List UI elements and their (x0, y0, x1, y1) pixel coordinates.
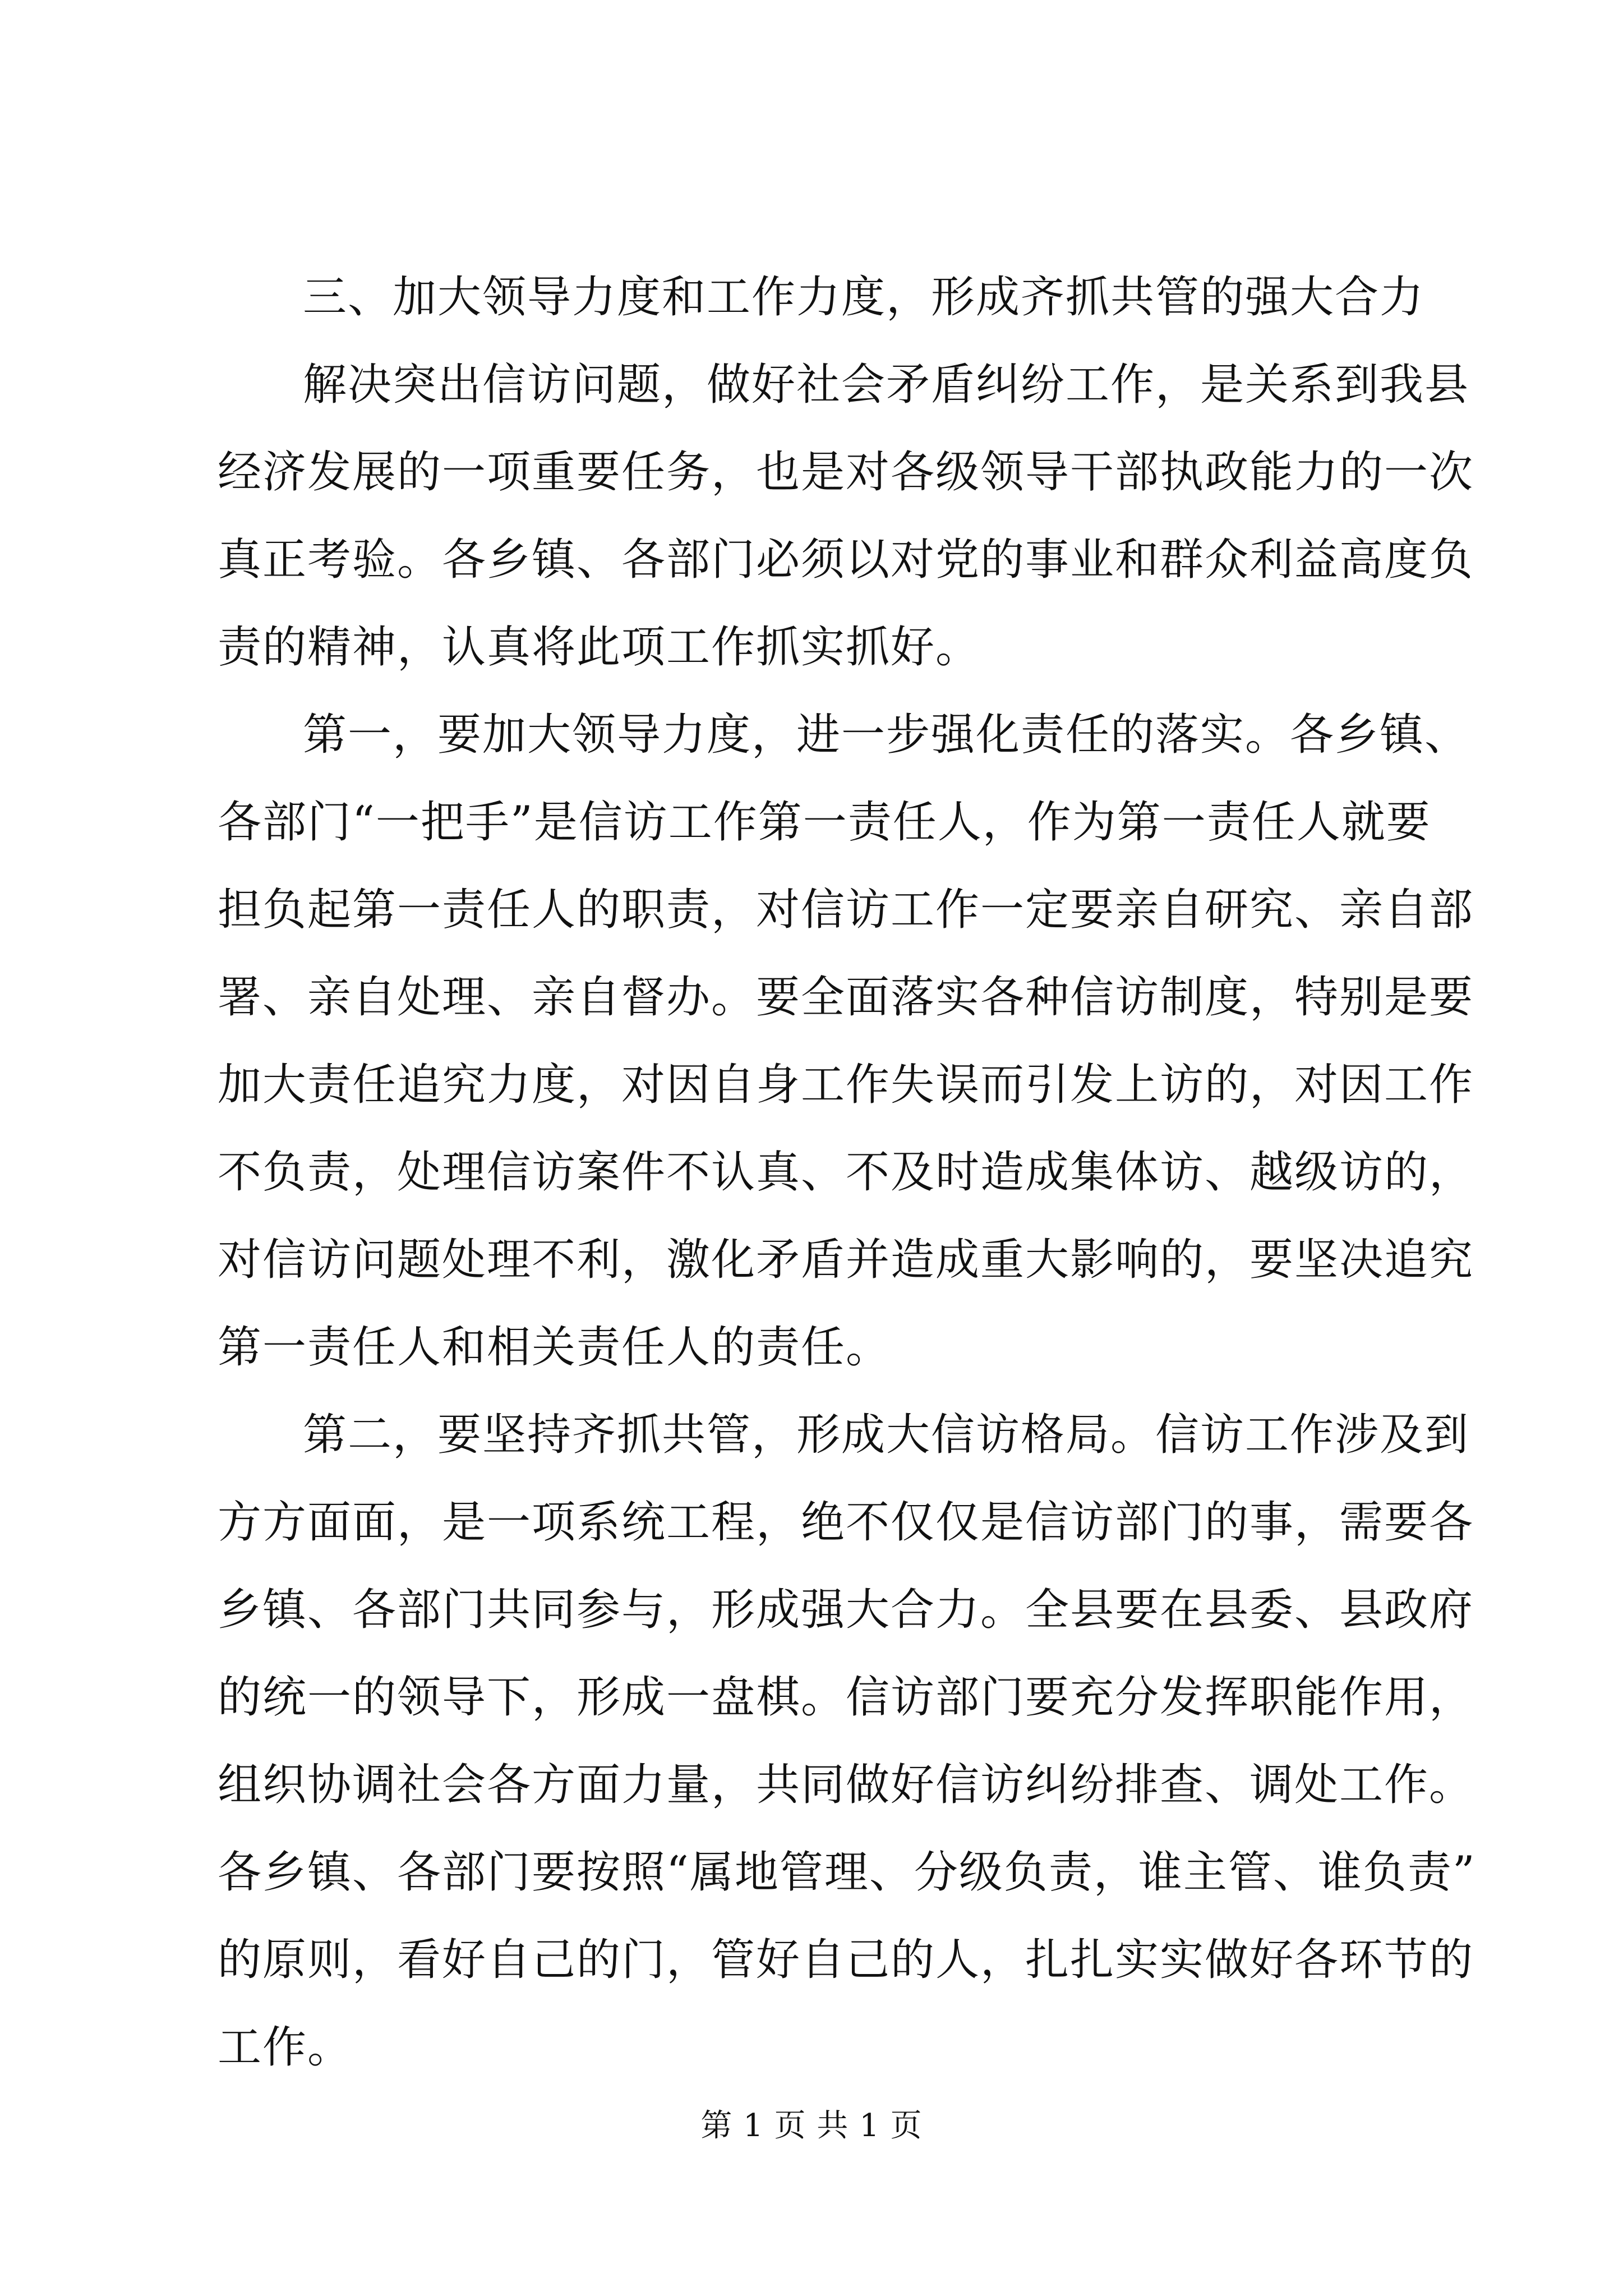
paragraph-line: 第二，要坚持齐抓共管，形成大信访格局。信访工作涉及到 (303, 1410, 1470, 1460)
paragraph-line: 方方面面，是一项系统工程，绝不仅仅是信访部门的事，需要各 (218, 1497, 1474, 1548)
paragraph-line: 工作。 (218, 2022, 353, 2073)
page-number-footer: 第 1 页 共 1 页 (700, 2108, 923, 2144)
section-heading: 三、加大领导力度和工作力度，形成齐抓共管的强大合力 (303, 272, 1425, 323)
paragraph-line: 责的精神，认真将此项工作抓实抓好。 (218, 622, 981, 673)
paragraph-second (218, 1391, 1476, 2091)
paragraph-line: 解决突出信访问题，做好社会矛盾纠纷工作，是关系到我县 (303, 360, 1470, 410)
paragraph-line: 的原则，看好自己的门，管好自己的人，扎扎实实做好各环节的 (218, 1935, 1474, 1985)
document-body (218, 254, 1476, 2091)
paragraph-line: 署、亲自处理、亲自督办。要全面落实各种信访制度，特别是要 (218, 972, 1474, 1023)
paragraph-line: 不负责，处理信访案件不认真、不及时造成集体访、越级访的， (218, 1147, 1474, 1198)
paragraph-line: 组织协调社会各方面力量，共同做好信访纠纷排查、调处工作。 (218, 1760, 1474, 1810)
paragraph-line: 乡镇、各部门共同参与，形成强大合力。全县要在县委、县政府 (218, 1585, 1474, 1635)
paragraph-line: 第一责任人和相关责任人的责任。 (218, 1322, 891, 1373)
paragraph-line: 对信访问题处理不利，激化矛盾并造成重大影响的，要坚决追究 (218, 1235, 1474, 1285)
paragraph-line: 第一，要加大领导力度，进一步强化责任的落实。各乡镇、 (303, 710, 1470, 760)
paragraph-line: 的统一的领导下，形成一盘棋。信访部门要充分发挥职能作用， (218, 1672, 1474, 1723)
paragraph-intro (218, 341, 1474, 691)
paragraph-line: 真正考验。各乡镇、各部门必须以对党的事业和群众利益高度负 (218, 535, 1474, 585)
paragraph-line: 各乡镇、各部门要按照“属地管理、分级负责，谁主管、谁负责” (218, 1847, 1476, 1898)
paragraph-line: 加大责任追究力度，对因自身工作失误而引发上访的，对因工作 (218, 1060, 1474, 1110)
paragraph-line: 担负起第一责任人的职责，对信访工作一定要亲自研究、亲自部 (218, 885, 1474, 935)
paragraph-line: 经济发展的一项重要任务，也是对各级领导干部执政能力的一次 (218, 447, 1474, 498)
paragraph-line: 各部门“一把手”是信访工作第一责任人，作为第一责任人就要 (218, 797, 1431, 848)
paragraph-first (218, 691, 1474, 1391)
